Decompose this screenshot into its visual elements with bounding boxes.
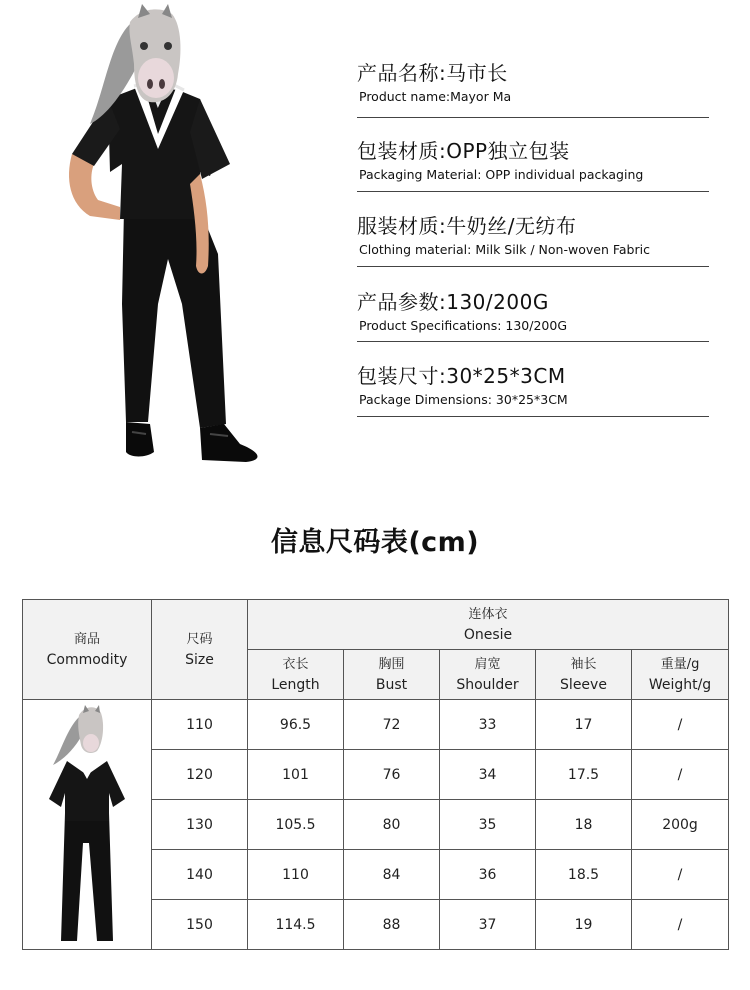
spec-package-dimensions [357,342,709,417]
cell-size: 150 [152,900,248,950]
header-onesie-group [248,600,729,650]
cell-weight: / [632,900,729,950]
cell-shoulder: 35 [440,800,536,850]
spec-product-specifications [357,267,709,342]
header-cn: 胸围 [378,656,405,672]
cell-shoulder: 37 [440,900,536,950]
cell-length: 114.5 [248,900,344,950]
header-en: Sleeve [560,676,607,693]
cell-sleeve: 18 [536,800,632,850]
spec-label-cn: 包装尺寸:30*25*3CM [357,364,566,388]
cell-shoulder: 36 [440,850,536,900]
header-length [248,650,344,700]
header-en: Size [185,651,214,668]
cell-length: 96.5 [248,700,344,750]
header-cn: 尺码 [186,631,213,647]
header-en: Length [271,676,320,693]
spec-packaging-material [357,118,709,192]
header-bust [344,650,440,700]
cell-shoulder: 33 [440,700,536,750]
cell-bust: 84 [344,850,440,900]
cell-weight: / [632,850,729,900]
header-shoulder [440,650,536,700]
cell-weight: / [632,700,729,750]
spec-label-en: Product Specifications: 130/200G [359,318,568,333]
cell-weight: 200g [632,800,729,850]
spec-label-en: Clothing material: Milk Silk / Non-woven Fabric [359,242,650,257]
spec-label-cn: 服装材质:牛奶丝/无纺布 [357,214,577,238]
cell-bust: 72 [344,700,440,750]
header-cn: 重量/g [660,656,700,672]
header-en: Onesie [463,626,513,643]
cell-length: 101 [248,750,344,800]
header-cn: 连体衣 [468,606,508,622]
spec-clothing-material [357,192,709,267]
header-weight [632,650,729,700]
table-row [23,700,729,750]
cell-size: 110 [152,700,248,750]
header-en: Shoulder [456,676,519,693]
cell-weight: / [632,750,729,800]
cell-size: 140 [152,850,248,900]
cell-size: 130 [152,800,248,850]
spec-label-en: Package Dimensions: 30*25*3CM [359,392,568,407]
header-commodity [23,600,152,700]
spec-label-cn: 包装材质:OPP独立包装 [357,139,570,163]
header-size [152,600,248,700]
header-sleeve [536,650,632,700]
spec-product-name [357,60,709,118]
cell-sleeve: 17 [536,700,632,750]
cell-bust: 88 [344,900,440,950]
header-en: Commodity [46,651,128,668]
cell-sleeve: 18.5 [536,850,632,900]
cell-bust: 80 [344,800,440,850]
spec-label-en: Product name:Mayor Ma [359,89,512,104]
spec-label-cn: 产品名称:马市长 [357,61,508,85]
size-chart-table [22,599,729,950]
header-en: Weight/g [648,676,712,693]
spec-label-cn: 产品参数:130/200G [357,290,549,314]
cell-sleeve: 19 [536,900,632,950]
cell-length: 110 [248,850,344,900]
product-thumbnail [37,703,137,947]
header-cn: 衣长 [282,656,309,672]
cell-sleeve: 17.5 [536,750,632,800]
product-photo [50,4,290,466]
header-cn: 肩宽 [474,656,501,672]
header-cn: 袖长 [570,656,597,672]
table-header-row [23,600,729,650]
spec-label-en: Packaging Material: OPP individual packaging [359,167,644,182]
header-cn: 商品 [73,631,100,647]
header-en: Bust [375,676,408,693]
cell-length: 105.5 [248,800,344,850]
cell-bust: 76 [344,750,440,800]
size-chart-title: 信息尺码表(cm) [270,527,480,558]
cell-size: 120 [152,750,248,800]
spec-list [357,60,709,417]
cell-shoulder: 34 [440,750,536,800]
commodity-image-cell [23,700,152,950]
